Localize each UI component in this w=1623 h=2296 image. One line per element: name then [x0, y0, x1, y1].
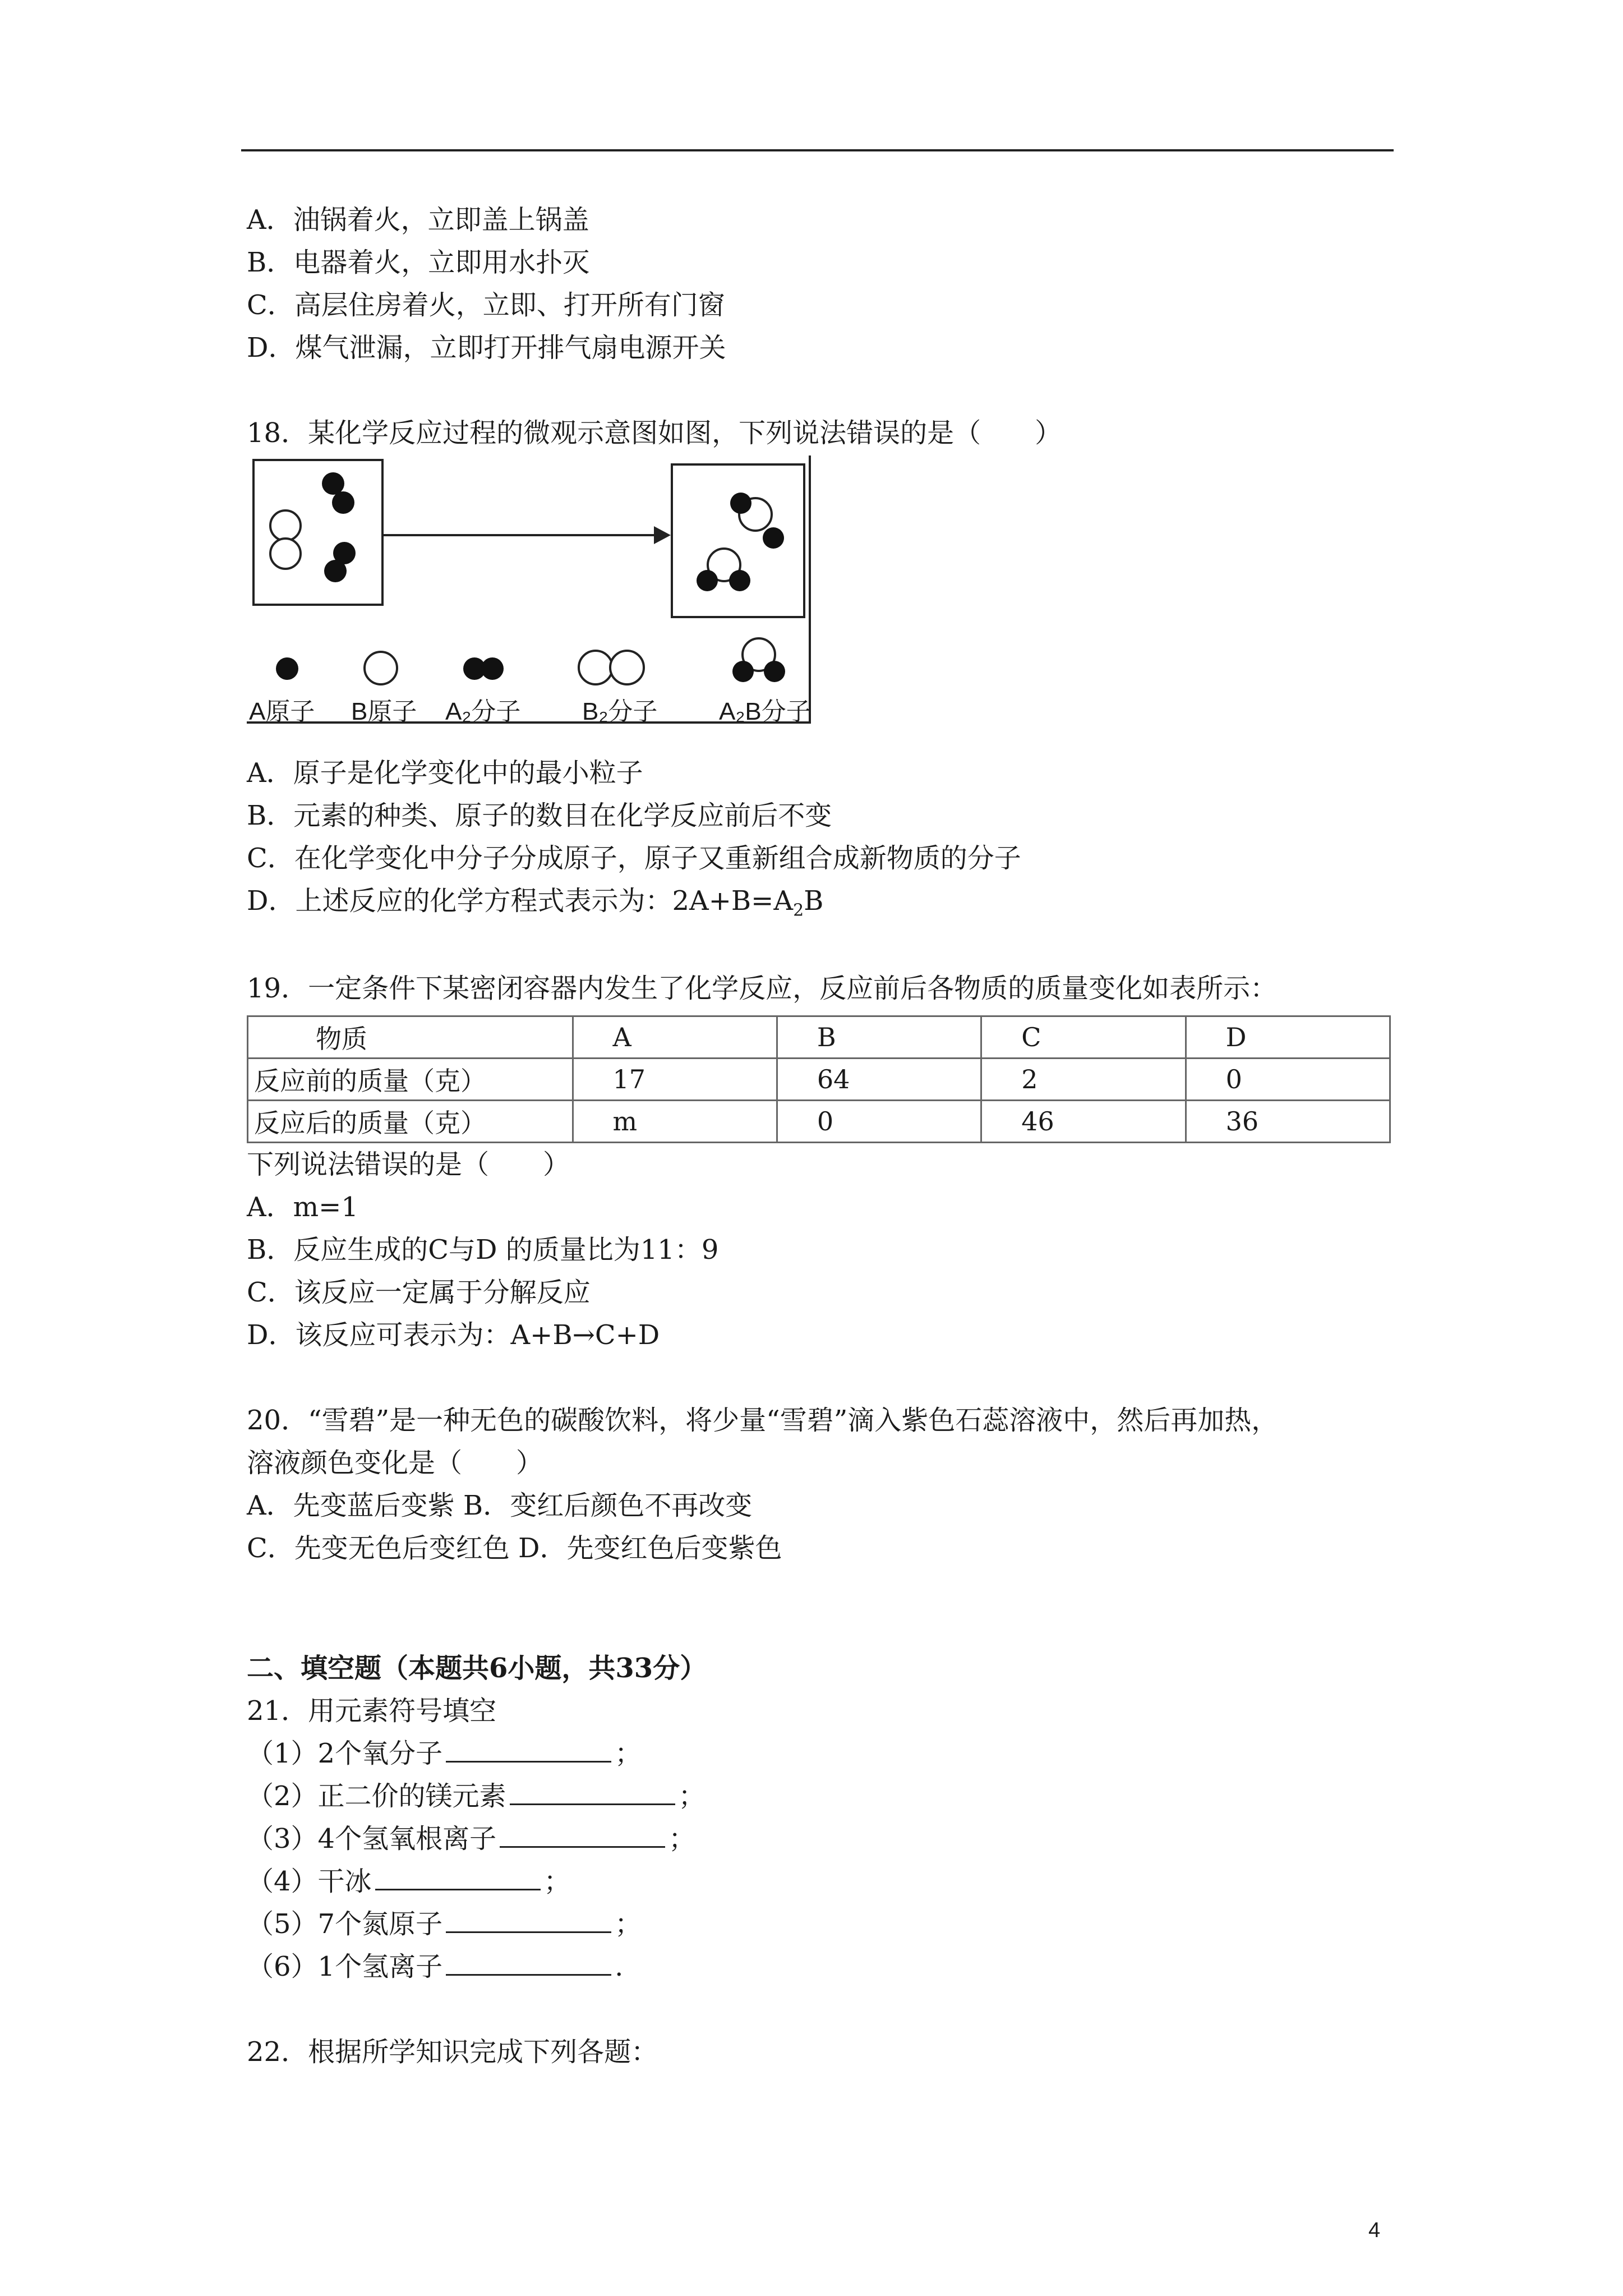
- arrow-head-icon: [654, 526, 671, 544]
- answer-blank[interactable]: [446, 1952, 611, 1976]
- q18-option-c: C．在化学变化中分子分成原子，原子又重新组合成新物质的分子: [247, 843, 1021, 874]
- a2-molecule-atom: [324, 560, 347, 582]
- products-box: [671, 463, 805, 618]
- table-header-cell: B: [777, 1016, 981, 1059]
- table-cell: 反应前的质量（克）: [248, 1059, 573, 1101]
- legend-label-b2-molecule: B₂分子: [582, 698, 658, 725]
- q20-stem-line2: 溶液颜色变化是（ ）: [247, 1447, 543, 1479]
- answer-blank[interactable]: [375, 1866, 541, 1890]
- a2-molecule-atom: [332, 491, 354, 514]
- legend-a-atom-icon: [276, 657, 298, 680]
- q19-prompt: 下列说法错误的是（ ）: [247, 1149, 570, 1180]
- legend-b-atom-icon: [363, 651, 398, 685]
- q17-option-c: C．高层住房着火，立即、打开所有门窗: [247, 289, 725, 321]
- q21-item-5: （5）7个氮原子 ；: [247, 1908, 642, 1940]
- answer-blank[interactable]: [500, 1824, 665, 1848]
- legend-label-a2b-molecule: A₂B分子: [719, 698, 811, 725]
- q20-options-line2: C．先变无色后变红色 D．先变红色后变紫色: [247, 1533, 782, 1564]
- q21-item-3: （3）4个氢氧根离子 ；: [247, 1823, 696, 1855]
- table-cell: 0: [1186, 1059, 1390, 1101]
- table-cell: 36: [1186, 1101, 1390, 1143]
- table-header-cell: D: [1186, 1016, 1390, 1059]
- table-cell: 17: [573, 1059, 777, 1101]
- q18-option-a: A．原子是化学变化中的最小粒子: [247, 757, 643, 789]
- table-cell: 反应后的质量（克）: [248, 1101, 573, 1143]
- legend-a2b-molecule-icon: [732, 661, 754, 682]
- q19-option-c: C．该反应一定属于分解反应: [247, 1277, 591, 1308]
- reaction-arrow-line: [381, 534, 655, 536]
- answer-blank[interactable]: [446, 1738, 611, 1763]
- q18-option-d: D．上述反应的化学方程式表示为：$2A+B=A_2B$: [247, 885, 824, 921]
- q21-item-4: （4）干冰 ；: [247, 1866, 571, 1897]
- a2b-molecule-atom-a: [730, 493, 751, 514]
- q20-options-line1: A．先变蓝后变紫 B．变红后颜色不再改变: [247, 1490, 753, 1521]
- b2-molecule-atom-bottom: [269, 537, 302, 570]
- answer-blank[interactable]: [446, 1909, 611, 1933]
- q18-stem: 18．某化学反应过程的微观示意图如图，下列说法错误的是（ ）: [247, 417, 1062, 449]
- table-header-cell: A: [573, 1016, 777, 1059]
- diagram-right-edge: [809, 455, 811, 724]
- legend-a2-molecule-icon: [481, 657, 504, 680]
- legend-label-a2-molecule: A₂分子: [445, 698, 521, 725]
- q19-option-b: B．反应生成的C与D 的质量比为11：9: [247, 1234, 719, 1266]
- legend-label-b-atom: B原子: [351, 698, 417, 725]
- a2b-molecule-atom-a: [729, 570, 750, 591]
- legend-b2-molecule-icon: [578, 650, 614, 685]
- q21-stem: 21．用元素符号填空: [247, 1695, 497, 1727]
- mass-change-table: [247, 1015, 1391, 1143]
- table-header-cell: 物质: [248, 1016, 573, 1059]
- q19-stem: 19．一定条件下某密闭容器内发生了化学反应，反应前后各物质的质量变化如表所示：: [247, 973, 1278, 1004]
- table-cell: 46: [981, 1101, 1186, 1143]
- q22-stem: 22．根据所学知识完成下列各题：: [247, 2036, 658, 2068]
- legend-a2b-molecule-icon: [764, 661, 785, 682]
- q20-stem-line1: 20．“雪碧”是一种无色的碳酸饮料，将少量“雪碧”滴入紫色石蕊溶液中，然后再加热，: [247, 1405, 1279, 1436]
- q17-option-a: A．油锅着火，立即盖上锅盖: [247, 204, 589, 236]
- q19-option-d: D．该反应可表示为：A+B→C+D: [247, 1319, 660, 1351]
- table-cell: 0: [777, 1101, 981, 1143]
- answer-blank[interactable]: [510, 1781, 675, 1805]
- q21-item-6: （6）1个氢离子 .: [247, 1951, 624, 1982]
- q21-item-2: （2）正二价的镁元素 ；: [247, 1780, 706, 1812]
- page-number: 4: [1368, 2219, 1381, 2242]
- legend-b2-molecule-icon: [609, 650, 645, 685]
- table-cell: 64: [777, 1059, 981, 1101]
- table-row: [248, 1101, 1390, 1143]
- a2b-molecule-atom-a: [697, 570, 718, 591]
- a2b-molecule-atom-a: [763, 527, 784, 549]
- table-cell: 2: [981, 1059, 1186, 1101]
- table-row: [248, 1059, 1390, 1101]
- section-heading: 二、填空题（本题共6小题，共33分）: [247, 1653, 707, 1684]
- header-rule: [241, 149, 1394, 151]
- table-header-row: [248, 1016, 1390, 1059]
- q19-option-a: A．m=1: [247, 1191, 358, 1223]
- reactants-box: [252, 459, 384, 606]
- q17-option-d: D．煤气泄漏，立即打开排气扇电源开关: [247, 332, 726, 364]
- table-cell: m: [573, 1101, 777, 1143]
- q17-option-b: B．电器着火，立即用水扑灭: [247, 247, 590, 278]
- table-header-cell: C: [981, 1016, 1186, 1059]
- q21-item-1: （1）2个氧分子 ；: [247, 1738, 642, 1769]
- q18-option-b: B．元素的种类、原子的数目在化学反应前后不变: [247, 800, 832, 831]
- legend-label-a-atom: A原子: [249, 698, 315, 725]
